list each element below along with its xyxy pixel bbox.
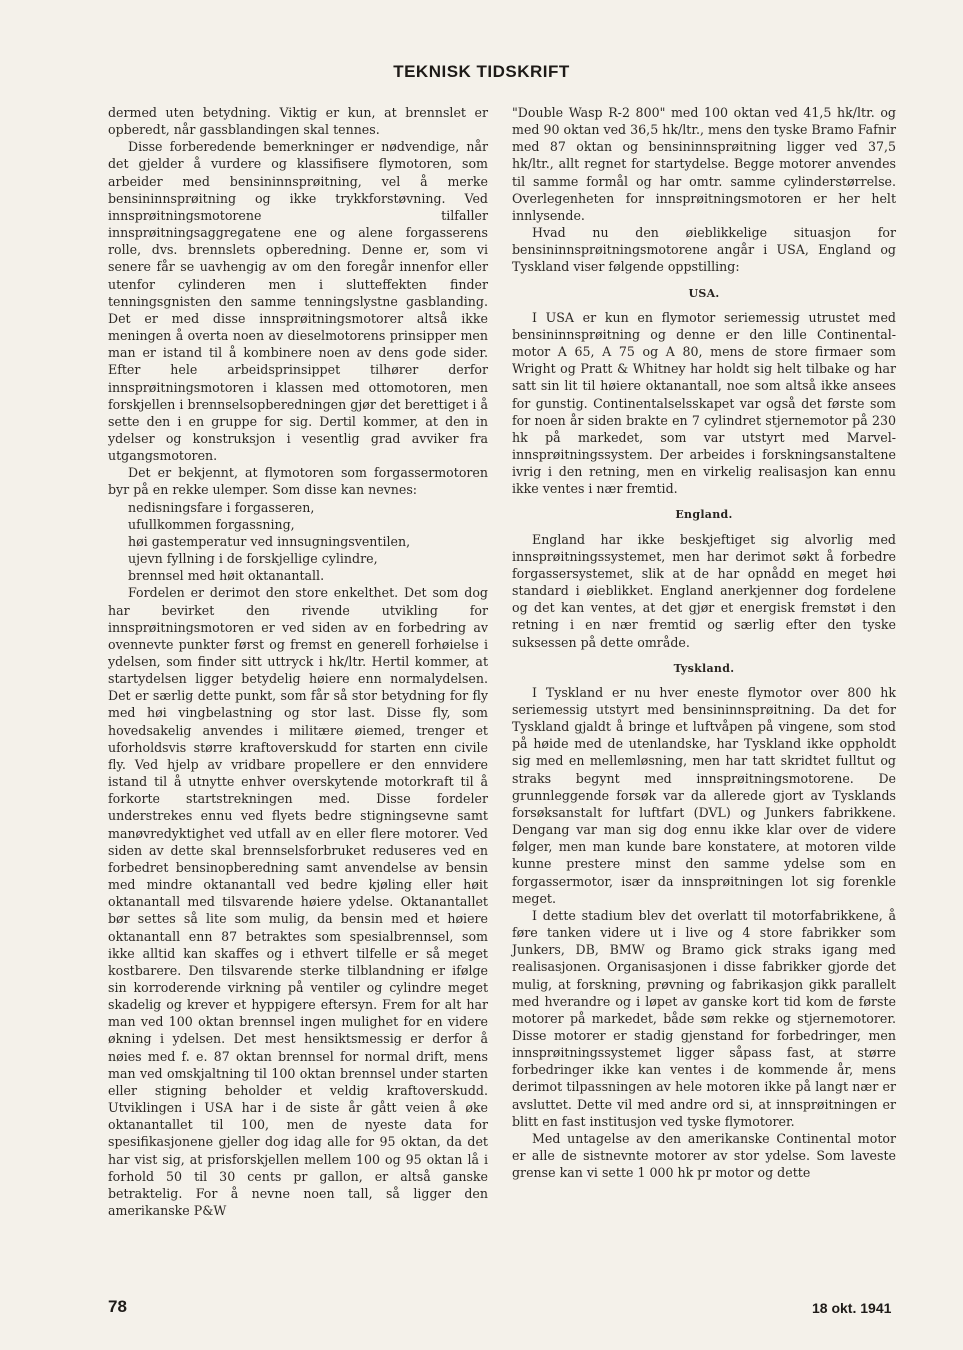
paragraph: I dette stadium blev det overlatt til motorfabrikkene, å føre tanken videre ut i live og 4 store fabrikker som Junkers, DB, BMW og Bramo gick straks igang med realisasjonen. Organisasjonen i disse fabrikker gjorde det mulig, at forskning, prøvning og fabrikasjon gikk parallelt med hverandre og i løpet av ganske kort tid kom de første motorer på markedet, både søm rekke og stjernemotorer. Disse motorer er stadig gjenstand for forbedringer, men innsprøitningssystemet ligger såpass fast, at større forbedringer ikke kan ventes i de kommende år, mens derimot tilpassningen av hele motoren ikke på langt nær er avsluttet. Dette vil med andre ord si, at innsprøitningen er blitt en fast institusjon ved tyske flymotorer. (512, 907, 896, 1129)
list-item: nedisningsfare i forgasseren, (128, 499, 315, 515)
section-heading-tyskland: Tyskland. (673, 661, 735, 675)
paragraph: Det er bekjennt, at flymotoren som forgassermotoren byr på en rekke ulemper. Som disse kan nevnes: (108, 465, 488, 498)
paragraph: dermed uten betydning. Viktig er kun, at brennslet er opberedt, når gassblandingen skal tennes. (108, 105, 488, 138)
list-item: brennsel med høit oktanantall. (128, 568, 325, 584)
section-heading-england: England. (675, 508, 733, 522)
paragraph: Hvad nu den øieblikkelige situasjon for bensininnsprøitningsmotorene angår i USA, England og Tyskland viser følgende oppstilling: (512, 225, 896, 275)
paragraph: I USA er kun en flymotor seriemessig utrustet med bensininnsprøitning og denne er den lille Continental-motor A 65, A 75 og A 80, mens de store firmaer som Wright og Pratt & Whitney har holdt sig helt tilbake og har satt sin lit til høiere oktanantall, noe som altså ikke ansees for gunstig. Continentalselsskapet var også det første som for noen år siden brakte en 7 cylindret stjernemotor på 230 hk på markedet, som var utstyrt med Marvel-innsprøitningssystem. Der arbeides i forskningsanstaltene ivrig i den retning, men en virkelig realisasjon kan ennu ikke ventes i nær fremtid. (512, 309, 896, 497)
list-item: høi gastemperatur ved innsugningsventilen, (128, 533, 411, 549)
right-column (512, 104, 896, 1181)
paragraph: "Double Wasp R-2 800" med 100 oktan ved 41,5 hk/ltr. og med 90 oktan ved 36,5 hk/ltr., mens den tyske Bramo Fafnir med 87 oktan og bensininnsprøitning ligger ved 37,5 hk/ltr., allt regnet for startydelse. Begge motorer anvendes til samme formål og har omtr. samme cylinderstørrelse. Overlegenheten for innsprøitningsmotoren er her helt innlysende. (512, 105, 896, 223)
journal-title: TEKNISK TIDSKRIFT (393, 62, 570, 81)
left-column (108, 104, 488, 1219)
list-item: ujevn fyllning i de forskjellige cylindre, (128, 551, 378, 567)
list-item: ufullkommen forgassning, (128, 516, 295, 532)
paragraph: Fordelen er derimot den store enkelthet. Det som dog har bevirket den rivende utvikling for innsprøitningsmotoren er ved siden av en forbedring av ovennevte punkter først og fremst en generell forhøielse i ydelsen, som finder sitt uttryck i hk/ltr. Hertil kommer, at startydelsen ligger betydelig høiere enn normalydelsen. Det er særlig dette punkt, som får så stor betydning for fly med høi vingbelastning og stor last. Disse fly, som hovedsakelig anvendes i militære øiemed, trenger et uforholdsvis større kraftoverskudd for starten enn civile fly. Ved hjelp av vridbare propellere er den ennvidere istand til å utnytte enhver overskytende motorkraft til å forkorte startstrekningen med. Disse fordeler understrekes ennu ved flyets bedre stigningsevne samt manøvredyktighet ved utfall av en eller flere motorer. Ved siden av dette skal brennselsforbruket reduseres ved en forbedret bensinopberedning samt anvendelse av bensin med mindre oktanantall ved bedre kjøling eller høit oktanantall med tilsvarende høiere ydelse. Oktanantallet bør settes så lite som mulig, da bensin med et høiere oktanantall enn 87 betraktes som spesialbrennsel, som ikke alltid kan skaffes og i ethvert tilfelle er så meget kostbarere. Den tilsvarende sterke tilblandning er ifølge sin korroderende virkning på ventiler og cylindre meget skadelig og krever et hyppigere eftersyn. Frem for alt har man ved 100 oktan brennsel ingen mulighet for en videre økning i ydelsen. Det mest hensiktsmessig er derfor å nøies med f. e. 87 oktan brennsel for normal drift, mens man ved omskjaltning til 100 oktan brennsel under starten eller stigning beholder et veldig kraftoverskudd. Utviklingen i USA har i de siste år gått veien å øke oktanantallet til 100, men de nyeste data for spesifikasjonene gjeller dog idag alle for 95 oktan, da det har vist sig, at prisforskjellen mellem 100 og 95 oktan lå i forhold 50 til 30 cents pr gallon, er altså ganske betraktelig. For å nevne noen tall, så ligger den amerikanske P&W (108, 585, 488, 1218)
disadvantages-list (108, 499, 488, 585)
paragraph: I Tyskland er nu hver eneste flymotor over 800 hk seriemessig utstyrt med bensininnsprøitning. Da det for Tyskland gjaldt å bringe et luftvåpen på vingene, som stod på høide med de utenlandske, har Tyskland ikke oppholdt sig med en mellemløsning, men har tatt skridtet fulltut og straks begynt med innsprøitningsmotorene. De grunnleggende forsøk var da allerede gjort av Tysklands forsøksanstalt for luftfart (DVL) og Junkers fabrikkene. Dengang var man sig dog ennu ikke klar over de videre følger, men man kunde bare konstatere, at motoren vilde kunne prestere minst den samme ydelse som en forgassermotor, især da innsprøitningen lot sig forenkle meget. (512, 684, 896, 906)
paragraph: Med untagelse av den amerikanske Continental motor er alle de sistnevnte motorer av stor ydelse. Som laveste grense kan vi sette 1 000 hk pr motor og dette (512, 1130, 896, 1181)
page-number: 78 (108, 1297, 127, 1316)
section-heading-usa: USA. (688, 286, 720, 300)
paragraph: Disse forberedende bemerkninger er nødvendige, når det gjelder å vurdere og klassifisere flymotoren, som arbeider med bensininnsprøitning, vel å merke bensininnsprøitning og ikke trykkforstøvning. Ved innsprøitningsmotorene tilfaller innsprøitningsaggregatene ene og alene forgasserens rolle, dvs. brennslets opberedning. Denne er, som vi senere får se uavhengig av om den foregår innenfor eller utenfor cylinderen men i slutteffekten finder tenningsgnisten den samme tenningslystne gasblanding. Det er med disse innsprøitningsmotorer altså ikke meningen å overta noen av dieselmotorens prinsipper men man er istand til å kombinere noen av dens gode sider. Efter hele arbeidsprinsippet tilhører derfor innsprøitningsmotoren i klassen med ottomotoren, men forskjellen i brennselsopberedningen gjør det berettiget i å sette den i en gruppe for sig. Dertil kommer, at den in ydelser og konstruksjon i vesentlig grad avviker fra utgangsmotoren. (108, 139, 488, 464)
issue-date: 18 okt. 1941 (812, 1300, 892, 1316)
paragraph: England har ikke beskjeftiget sig alvorlig med innsprøitningssystemet, men har derimot søkt å forbedre forgassersystemet, slik at de har opnådd en meget høi standard i øieblikket. England anerkjenner dog fordelene og det kan ventes, at det gjør et energisk fremstøt i den retning i en nær fremtid og særlig efter den tyske suksessen på dette område. (512, 531, 896, 650)
